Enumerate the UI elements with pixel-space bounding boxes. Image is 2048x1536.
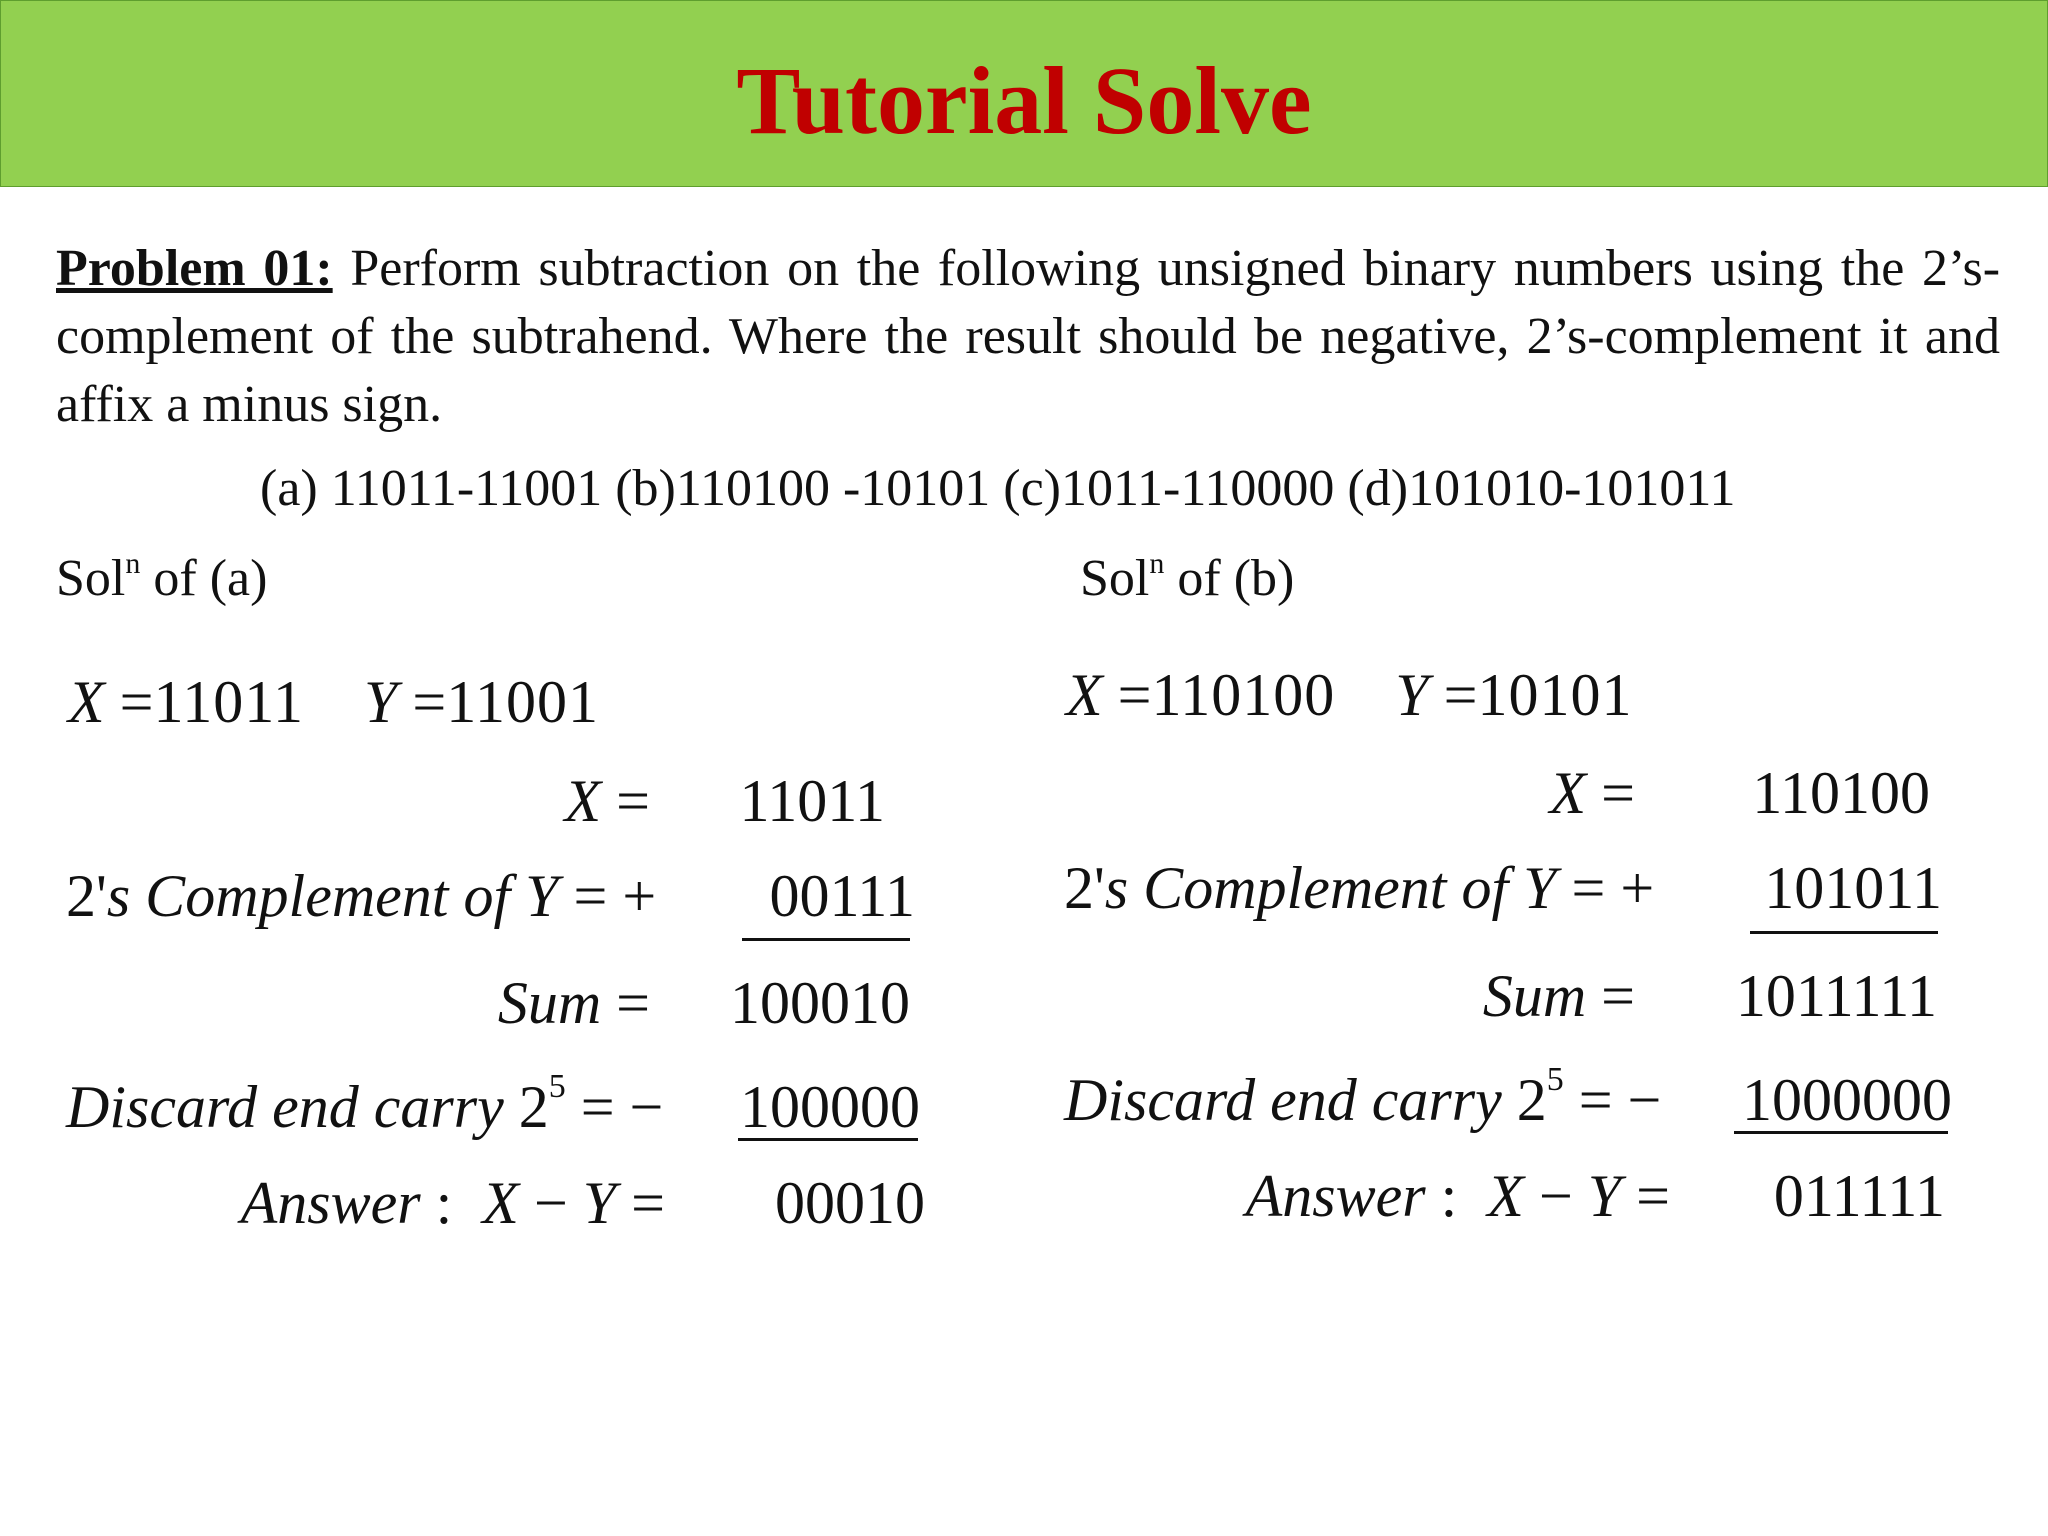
solution-b-heading: Sol$^n$ of (b): [1080, 547, 1295, 607]
solution-a-answer-label: Answer : X − Y =: [240, 1170, 665, 1236]
solution-a-discard-rule: [738, 1138, 918, 1141]
solution-b-x-value: 110100: [1752, 760, 1930, 826]
problem-label: Problem 01:: [56, 240, 333, 297]
solution-b-answer-value: 011111: [1773, 1163, 1945, 1229]
solution-a-sum-label: Sum =: [497, 970, 650, 1036]
solution-b-complement-label: 2's Complement of Y = +: [1064, 855, 1655, 921]
solution-b-x-label: X =: [1549, 760, 1635, 826]
solution-b-sum-value: 1011111: [1735, 963, 1937, 1029]
solution-a-discard-value: 100000: [740, 1074, 920, 1140]
problem-parts: (a) 11011-11001 (b)110100 -10101 (c)1011-110000 (d)101010-101011: [260, 460, 1736, 517]
solution-a-discard-label: Discard end carry $2^5$ = −: [66, 1068, 664, 1140]
solution-a-x-label: X =: [564, 768, 650, 834]
solution-a-answer-value: 00010: [775, 1170, 925, 1236]
problem-statement: [56, 235, 2000, 439]
solution-b-discard-label: Discard end carry $2^5$ = −: [1064, 1061, 1662, 1133]
solution-b-discard-value: 1000000: [1742, 1067, 1952, 1133]
solution-a-complement-value: 00111: [769, 863, 915, 929]
solution-a-heading: Sol$^n$ of (a): [56, 547, 268, 607]
solution-a-given: X =11011 Y =11001: [68, 669, 600, 735]
solution-b-answer-label: Answer : X − Y =: [1245, 1163, 1670, 1229]
solution-a-x-value: 11011: [739, 768, 885, 834]
solution-b-given: X =110100 Y =10101: [1066, 662, 1633, 728]
solution-a-complement-label: 2's Complement of Y = +: [66, 863, 657, 929]
title-bar: [0, 0, 2048, 187]
solution-a-sum-rule: [742, 938, 910, 941]
solution-b-complement-value: 101011: [1764, 855, 1942, 921]
solution-b-discard-rule: [1734, 1131, 1948, 1134]
problem-text: Perform subtraction on the following unsigned binary numbers using the 2’s-complement of the subtrahend. Where the result should be negative, 2’s-complement it and affix a minus sign.: [56, 240, 2001, 433]
solution-a-sum-value: 100010: [730, 970, 910, 1036]
solution-b-sum-rule: [1750, 931, 1938, 934]
slide-title: Tutorial Solve: [736, 47, 1312, 154]
solution-b-sum-label: Sum =: [1482, 963, 1635, 1029]
